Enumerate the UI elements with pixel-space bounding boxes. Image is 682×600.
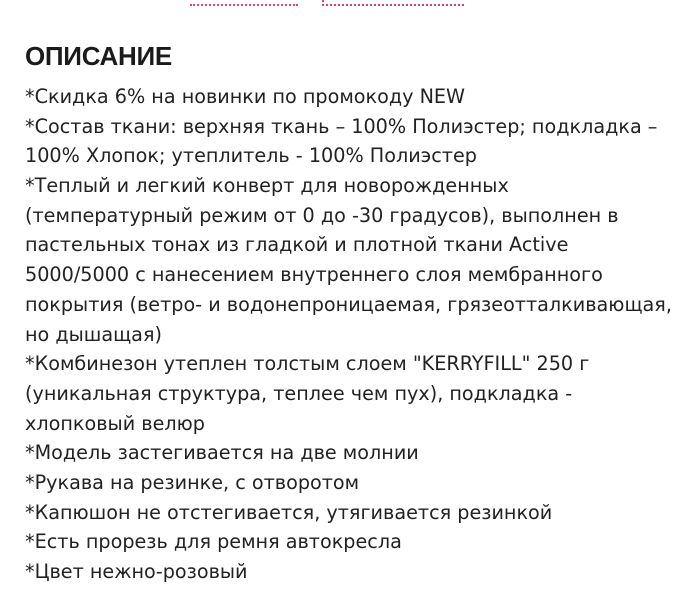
tab-dotted-underline-left [190, 4, 298, 6]
description-line: *Теплый и легкий конверт для новорожденных [25, 174, 509, 198]
description-line: *Состав ткани: верхняя ткань – 100% Полиэстер; подкладка – [25, 114, 658, 138]
description-line: *Скидка 6% на новинки по промокоду NEW [25, 85, 466, 108]
tab-underline-decoration [0, 0, 682, 14]
description-line: *Рукава на резинке, с отворотом [25, 470, 360, 494]
description-line: (температурный режим от 0 до -30 градусов), выполнен в [25, 203, 619, 227]
description-line: 5000/5000 с нанесением внутреннего слоя мембранного [25, 263, 603, 287]
description-line: *Есть прорезь для ремня автокресла [25, 530, 402, 554]
description-line: *Комбинезон утеплен толстым слоем "KERRYFILL" 250 г [25, 352, 590, 376]
description-line: 100% Хлопок; утеплитель - 100% Полиэстер [25, 144, 477, 168]
description-line: *Капюшон не отстегивается, утягивается резинкой [25, 500, 553, 524]
description-line: пастельных тонах из гладкой и плотной ткани Active [25, 233, 569, 257]
description-line: хлопковый велюр [25, 411, 205, 435]
description-line: (уникальная структура, теплее чем пух), подкладка - [25, 381, 573, 405]
description-line: *Модель застегивается на две молнии [25, 441, 419, 465]
description-section [25, 38, 672, 587]
description-line: но дышащая) [25, 322, 162, 346]
tab-dotted-underline-right [322, 4, 464, 6]
description-text [25, 82, 672, 587]
description-title: ОПИСАНИЕ [25, 41, 172, 71]
description-line: *Цвет нежно-розовый [25, 560, 248, 583]
description-line: покрытия (ветро- и водонепроницаемая, грязеотталкивающая, [25, 292, 672, 316]
